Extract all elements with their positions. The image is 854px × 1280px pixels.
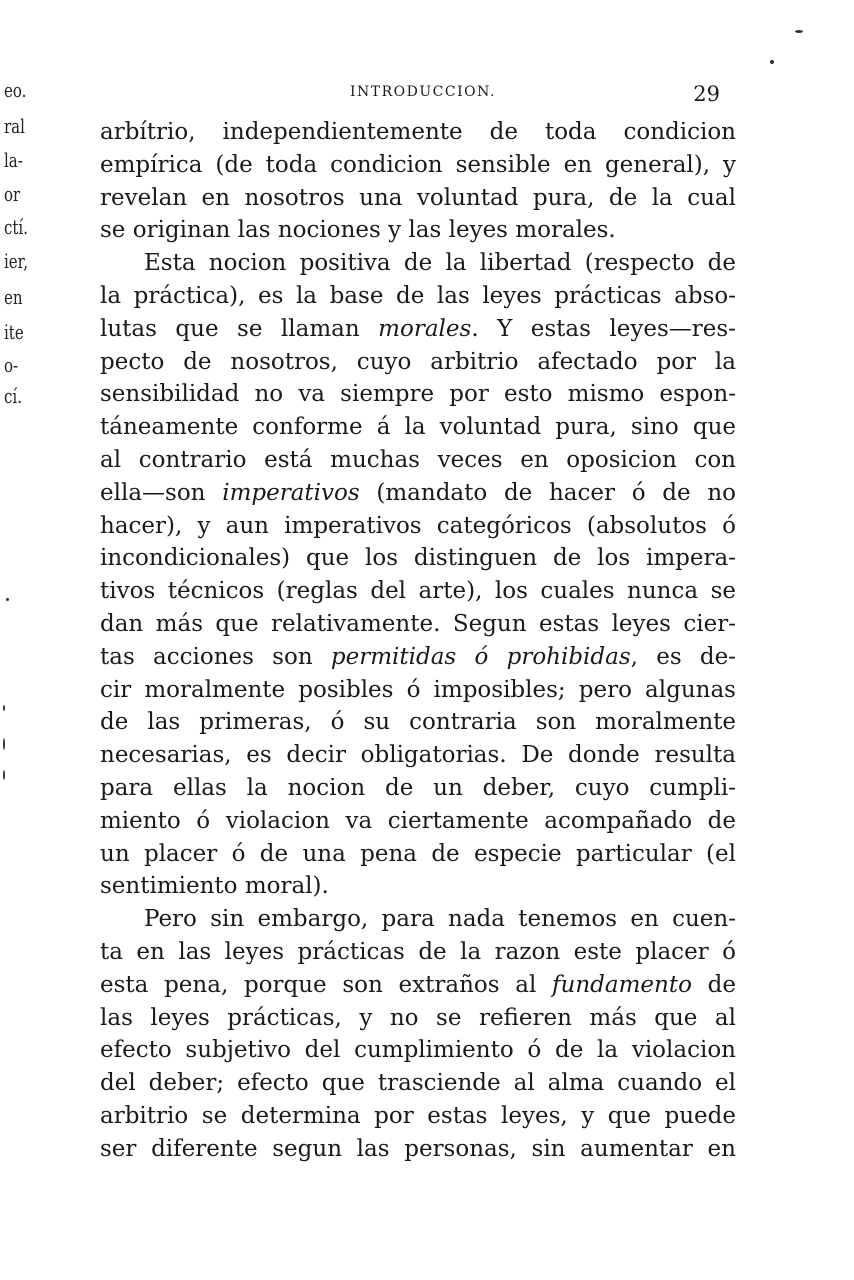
page-number: 29 (693, 82, 720, 106)
text-line (100, 706, 736, 739)
margin-fragment: ite (4, 320, 24, 344)
text-line (100, 378, 736, 411)
text-line (100, 510, 736, 543)
text-segment: efecto subjetivo del cumplimiento ó de la violacion (100, 1037, 736, 1064)
text-line (100, 772, 736, 805)
text-line (100, 936, 736, 969)
text-line (100, 838, 736, 871)
text-line (100, 969, 736, 1002)
text-segment: pecto de nosotros, cuyo arbitrio afectado por la (100, 348, 736, 375)
text-segment: Esta nocion positiva de la libertad (respecto de (144, 250, 736, 277)
text-line (100, 805, 736, 838)
text-line (100, 575, 736, 608)
text-segment: sensibilidad no va siempre por esto mismo espon- (100, 381, 736, 408)
text-line (100, 641, 736, 674)
text-segment: las leyes prácticas, y no se refieren más que al (100, 1004, 736, 1031)
text-segment: incondicionales) que los distinguen de los impera- (100, 545, 736, 572)
text-segment: , es de- (630, 643, 736, 670)
text-segment: ser diferente segun las personas, sin aumentar en (100, 1135, 736, 1162)
text-line (100, 247, 736, 280)
text-line (100, 1133, 736, 1166)
margin-fragment: eo. (4, 78, 27, 102)
italic-text: permitidas ó prohibidas (330, 643, 631, 670)
text-segment: al contrario está muchas veces en oposicion con (100, 446, 736, 473)
text-segment: dan más que relativamente. Segun estas leyes cier- (100, 610, 736, 637)
text-segment: arbitrio se determina por estas leyes, y que puede (100, 1102, 736, 1129)
text-segment: lutas que se llaman (100, 315, 379, 342)
text-line (100, 542, 736, 575)
body-text (100, 116, 736, 1166)
text-line (100, 870, 736, 903)
page-header (100, 82, 720, 106)
text-line (100, 214, 736, 247)
text-segment: la práctica), es la base de las leyes prácticas abso- (100, 282, 736, 309)
text-segment: ta en las leyes prácticas de la razon este placer ó (100, 938, 736, 965)
text-line (100, 739, 736, 772)
margin-fragment: en (4, 285, 23, 309)
text-segment: Pero sin embargo, para nada tenemos en cuen- (144, 906, 736, 933)
text-line (100, 444, 736, 477)
text-line (100, 182, 736, 215)
text-segment: táneamente conforme á la voluntad pura, sino que (100, 414, 736, 441)
margin-fragment: cí. (4, 384, 22, 408)
text-line (100, 903, 736, 936)
text-line (100, 1100, 736, 1133)
text-line (100, 116, 736, 149)
margin-fragment: la- (4, 148, 23, 172)
text-segment: miento ó violacion va ciertamente acompañado de (100, 807, 736, 834)
margin-fragment: ctí. (4, 215, 28, 239)
text-segment: se originan las nociones y las leyes morales. (100, 217, 616, 244)
text-segment: esta pena, porque son extraños al (100, 971, 553, 998)
text-segment: (mandato de hacer ó de no (359, 479, 736, 506)
text-segment: tivos técnicos (reglas del arte), los cuales nunca se (100, 578, 736, 605)
text-line (100, 477, 736, 510)
text-segment: hacer), y aun imperativos categóricos (absolutos ó (100, 512, 736, 539)
italic-text: imperativos (222, 479, 360, 506)
running-head: INTRODUCCION. (350, 84, 496, 100)
margin-fragment: o- (4, 353, 19, 377)
text-segment: un placer ó de una pena de especie particular (el (100, 840, 736, 867)
text-line (100, 149, 736, 182)
text-segment: arbítrio, independientemente de toda condicion (100, 119, 736, 145)
text-line (100, 411, 736, 444)
text-segment: sentimiento moral). (100, 873, 329, 900)
text-line (100, 1067, 736, 1100)
text-line (100, 608, 736, 641)
text-line (100, 313, 736, 346)
text-segment: revelan en nosotros una voluntad pura, de la cual (100, 184, 736, 211)
text-segment: de las primeras, ó su contraria son moralmente (100, 709, 736, 736)
text-segment: . Y estas leyes—res- (471, 315, 736, 342)
margin-fragment: or (4, 182, 21, 206)
margin-fragment: ral (4, 114, 25, 138)
italic-text: morales (378, 315, 472, 342)
text-segment: necesarias, es decir obligatorias. De donde resulta (100, 742, 736, 769)
text-segment: tas acciones son (100, 643, 331, 670)
text-line (100, 1034, 736, 1067)
text-segment: para ellas la nocion de un deber, cuyo cumpli- (100, 774, 736, 801)
text-segment: del deber; efecto que trasciende al alma cuando el (100, 1070, 736, 1097)
text-line (100, 346, 736, 379)
text-segment: cir moralmente posibles ó imposibles; pero algunas (100, 676, 736, 703)
text-line (100, 1002, 736, 1035)
text-segment: empírica (de toda condicion sensible en general), y (100, 151, 736, 178)
text-segment: ella—son (100, 479, 223, 506)
text-segment: de (691, 971, 736, 998)
margin-fragment: ier, (4, 249, 28, 273)
italic-text: fundamento (552, 971, 692, 998)
text-line (100, 674, 736, 707)
text-line (100, 280, 736, 313)
